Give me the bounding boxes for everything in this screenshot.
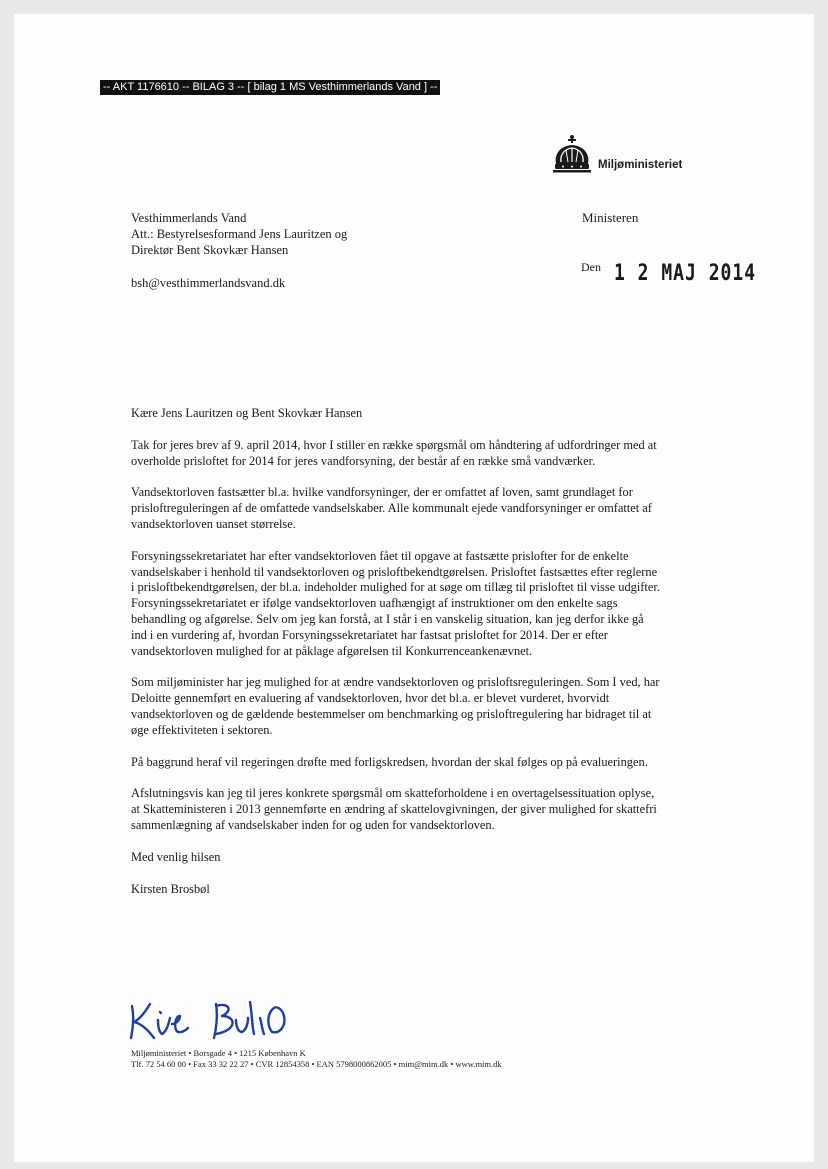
paragraph-6: Afslutningsvis kan jeg til jeres konkrete spørgsmål om skatteforholdene i en overtagelsessituation oplyse, at Skatteministeren i 2013 gennemførte en ændring af skattelovgivningen, der giver mulighed for skattefri sammenlægning af vandselskaber inden for og uden for vandsektorloven. <box>131 786 657 832</box>
document-stamp: -- AKT 1176610 -- BILAG 3 -- [ bilag 1 MS Vesthimmerlands Vand ] -- <box>100 80 440 95</box>
ministry-name: Miljøministeriet <box>598 159 683 171</box>
recipient-address <box>131 210 347 258</box>
paragraph-1: Tak for jeres brev af 9. april 2014, hvor I stiller en række spørgsmål om håndtering af udfordringer med at overholde prisloftet for 2014 for jeres vandforsyning, der består af en række små vandværker. <box>131 437 657 468</box>
paragraph-4: Som miljøminister har jeg mulighed for at ændre vandsektorloven og prisloftsreguleringen. Som I ved, har Deloitte gennemført en evaluering af vandsektorloven, hvor det bl.a. er blevet vurderet, hvorvidt vandsektorloven og de gældende bestemmelser om benchmarking og prisloftregulering har bidraget til at øge effektiviteten i sektoren. <box>131 675 660 737</box>
recipient-attention-2: Direktør Bent Skovkær Hansen <box>131 243 289 257</box>
sender-role: Ministeren <box>582 210 639 225</box>
letter-page <box>14 14 814 1162</box>
footer-address: Miljøministeriet • Borsgade 4 • 1215 København K <box>131 1048 306 1058</box>
ministry-logo <box>544 134 704 178</box>
recipient-name: Vesthimmerlands Vand <box>131 211 247 225</box>
paragraph-5: På baggrund heraf vil regeringen drøfte med forligskredsen, hvordan der skal følges op på evalueringen. <box>131 754 648 769</box>
signatory-name: Kirsten Brosbøl <box>131 881 210 896</box>
letter-body <box>131 406 661 913</box>
paragraph-3: Forsyningssekretariatet har efter vandsektorloven fået til opgave at fastsætte prislofter for de enkelte vandselskaber i henhold til vandsektorloven og prisloftbekendtgørelsen. Prisloftet fastsættes efter reglerne i prisloftbekendtgørelsen, der bl.a. indeholder mulighed for at søge om tillæg til prisloftet til visse udgifter. Forsyningssekretariatet er ifølge vandsektorloven uafhængigt af instruktioner om den enkelte sags behandling og afgørelse. Selv om jeg kan forstå, at I står i en vanskelig situation, kan jeg derfor ikke gå ind i en vurdering af, hvordan Forsyningssekretariatet har fastsat prisloftet for 2014. Der er efter vandsektorloven mulighed for at påklage afgørelsen til Konkurrenceankenævnet. <box>131 548 660 658</box>
recipient-email: bsh@vesthimmerlandsvand.dk <box>131 276 286 290</box>
salutation: Kære Jens Lauritzen og Bent Skovkær Hansen <box>131 406 363 420</box>
handwritten-signature <box>124 994 304 1044</box>
recipient-attention: Att.: Bestyrelsesformand Jens Lauritzen og <box>131 227 348 241</box>
closing: Med venlig hilsen <box>131 849 221 864</box>
footer-contact: Tlf. 72 54 60 00 • Fax 33 32 22 27 • CVR 12854358 • EAN 5798000862005 • mim@mim.dk • www.mim.dk <box>131 1059 502 1069</box>
date-stamp: 1 2 MAJ 2014 <box>614 260 757 287</box>
date-label: Den <box>581 260 601 274</box>
paragraph-2: Vandsektorloven fastsætter bl.a. hvilke vandforsyninger, der er omfattet af loven, samt grundlaget for prisloftreguleringen af de omfattede vandselskaber. Alle kommunalt ejede vandforsyninger er omfattet af vandsektorloven uanset størrelse. <box>131 485 652 531</box>
footer <box>131 1048 502 1070</box>
crown-icon <box>550 134 594 174</box>
